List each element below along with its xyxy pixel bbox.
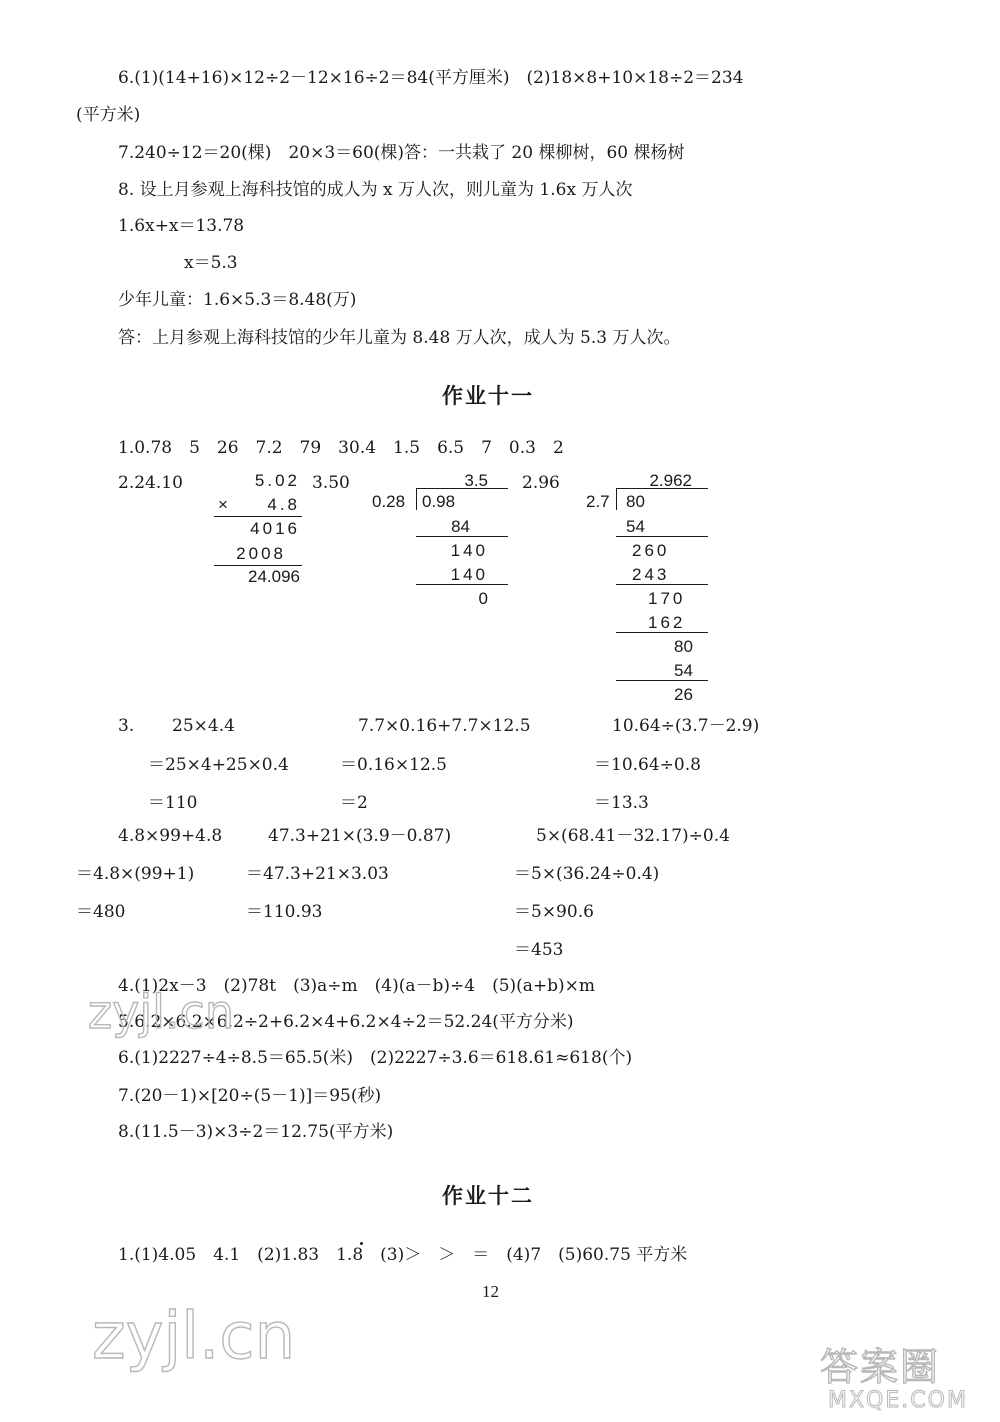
q6-line: 6.(1)(14+16)×12÷2－12×16÷2＝84(平方厘米) (2)18×8+10×18÷2＝234: [118, 68, 744, 88]
q8-answer: 答：上月参观上海科技馆的少年儿童为 8.48 万人次，成人为 5.3 万人次。: [118, 328, 681, 348]
div2-dividend: 80: [626, 492, 645, 511]
vertical-multiplication: [210, 468, 310, 593]
div1-step-2: 140: [450, 541, 488, 560]
hw12-title: 作业十二: [442, 1184, 534, 1208]
watermark-zyjl-2: zyjl.cn: [92, 1300, 296, 1374]
q4a-line-3: ＝480: [76, 902, 126, 922]
div2-rule-1: [616, 536, 708, 537]
div1-rule-2: [416, 584, 508, 585]
q3b-line-1: 7.7×0.16+7.7×12.5: [358, 716, 531, 736]
q4c-line-2: ＝5×(36.24÷0.4): [514, 864, 660, 884]
hw11-q6: 6.(1)2227÷4÷8.5＝65.5(米) (2)2227÷3.6＝618.61≈618(个): [118, 1048, 633, 1068]
q4b-line-3: ＝110.93: [246, 902, 323, 922]
div2-remainder: 26: [674, 685, 693, 704]
q4b-line-2: ＝47.3+21×3.03: [246, 864, 389, 884]
div2-step-5: 162: [648, 613, 686, 632]
mult-factor-b: 4.8: [267, 495, 300, 514]
div1-divisor: 0.28: [372, 492, 406, 511]
div2-bar: [616, 488, 708, 489]
q3c-line-3: ＝13.3: [594, 793, 649, 813]
q8-children: 少年儿童：1.6×5.3＝8.48(万): [118, 290, 357, 310]
q4a-line-1: 4.8×99+4.8: [118, 826, 223, 846]
div2-step-7: 54: [674, 661, 693, 680]
div2-bracket: [616, 488, 617, 510]
q4b-line-1: 47.3+21×(3.9－0.87): [268, 826, 452, 846]
hw11-q5: 5.6.2×6.2×6.2÷2+6.2×4+6.2×4÷2＝52.24(平方分米): [118, 1012, 574, 1032]
mult-rule-2: [214, 565, 302, 566]
mult-operator: ×: [218, 495, 228, 514]
hw11-q8: 8.(11.5－3)×3÷2＝12.75(平方米): [118, 1122, 394, 1142]
q3a-line-3: ＝110: [148, 793, 198, 813]
hw11-q3-label: 3.: [118, 716, 135, 736]
hw11-q7: 7.(20－1)×[20÷(5－1)]＝95(秒): [118, 1086, 382, 1106]
q7-line: 7.240÷12＝20(棵) 20×3＝60(棵)答：一共栽了 20 棵柳树，60 棵杨树: [118, 143, 685, 163]
repeating-decimal-dot: [360, 1242, 363, 1245]
mult-factor-a: 5.02: [254, 471, 300, 490]
q8-solution: x＝5.3: [184, 253, 238, 273]
hw11-q4-expressions: 4.(1)2x－3 (2)78t (3)a÷m (4)(a－b)÷4 (5)(a+b)×m: [118, 976, 596, 996]
hw11-title: 作业十一: [442, 384, 534, 408]
q4c-line-1: 5×(68.41－32.17)÷0.4: [536, 826, 730, 846]
mult-partial-1: 4016: [250, 519, 300, 538]
q4c-line-3: ＝5×90.6: [514, 902, 594, 922]
div2-divisor: 2.7: [586, 492, 610, 511]
div2-step-1: 54: [626, 517, 645, 536]
mult-rule-1: [214, 516, 302, 517]
div2-rule-4: [616, 680, 708, 681]
mult-result: 24.096: [248, 567, 300, 586]
q3c-line-2: ＝10.64÷0.8: [594, 755, 701, 775]
q8-setup-line: 8. 设上月参观上海科技馆的成人为 x 万人次，则儿童为 1.6x 万人次: [118, 180, 633, 200]
hw11-q2-mid2: 2.96: [522, 473, 560, 493]
div2-step-6: 80: [674, 637, 693, 656]
long-division-2: [586, 468, 710, 708]
q3b-line-3: ＝2: [340, 793, 368, 813]
mult-partial-2: 2008: [236, 544, 286, 563]
page-number: 12: [482, 1282, 499, 1301]
q8-equation: 1.6x+x＝13.78: [118, 216, 245, 236]
div1-bar: [416, 488, 508, 489]
hw11-q2-mid1: 3.50: [312, 473, 350, 493]
div2-rule-2: [616, 584, 708, 585]
hw12-q1: 1.(1)4.05 4.1 (2)1.83 1.8 (3)＞ ＞ ＝ (4)7 (5)60.75 平方米: [118, 1245, 688, 1265]
div2-step-4: 170: [648, 589, 686, 608]
div1-remainder: 0: [478, 589, 488, 608]
div1-quotient: 3.5: [464, 471, 488, 490]
div1-bracket: [416, 488, 417, 510]
q4c-line-4: ＝453: [514, 940, 564, 960]
long-division-1: [372, 468, 512, 608]
div2-step-2: 260: [632, 541, 670, 560]
q6-unit-line: (平方米): [76, 105, 141, 125]
div1-dividend: 0.98: [422, 492, 456, 511]
q3a-line-1: 25×4.4: [172, 716, 235, 736]
hw11-q2-label: 2.24.10: [118, 473, 183, 493]
q3b-line-2: ＝0.16×12.5: [340, 755, 447, 775]
div1-step-3: 140: [450, 565, 488, 584]
q4a-line-2: ＝4.8×(99+1): [76, 864, 195, 884]
q3c-line-1: 10.64÷(3.7－2.9): [612, 716, 760, 736]
div2-step-3: 243: [632, 565, 670, 584]
div1-step-1: 84: [451, 517, 470, 536]
hw11-q1: 1.0.78 5 26 7.2 79 30.4 1.5 6.5 7 0.3 2: [118, 438, 564, 458]
div2-quotient: 2.962: [649, 471, 692, 490]
div1-rule-1: [416, 536, 508, 537]
div2-rule-3: [616, 632, 708, 633]
watermark-zyjl-1: zyjl.cn: [88, 985, 234, 1039]
watermark-mxqe-url: MXQE.COM: [828, 1388, 968, 1413]
q3a-line-2: ＝25×4+25×0.4: [148, 755, 289, 775]
watermark-mxqe-logo: 答案圈: [820, 1345, 941, 1389]
